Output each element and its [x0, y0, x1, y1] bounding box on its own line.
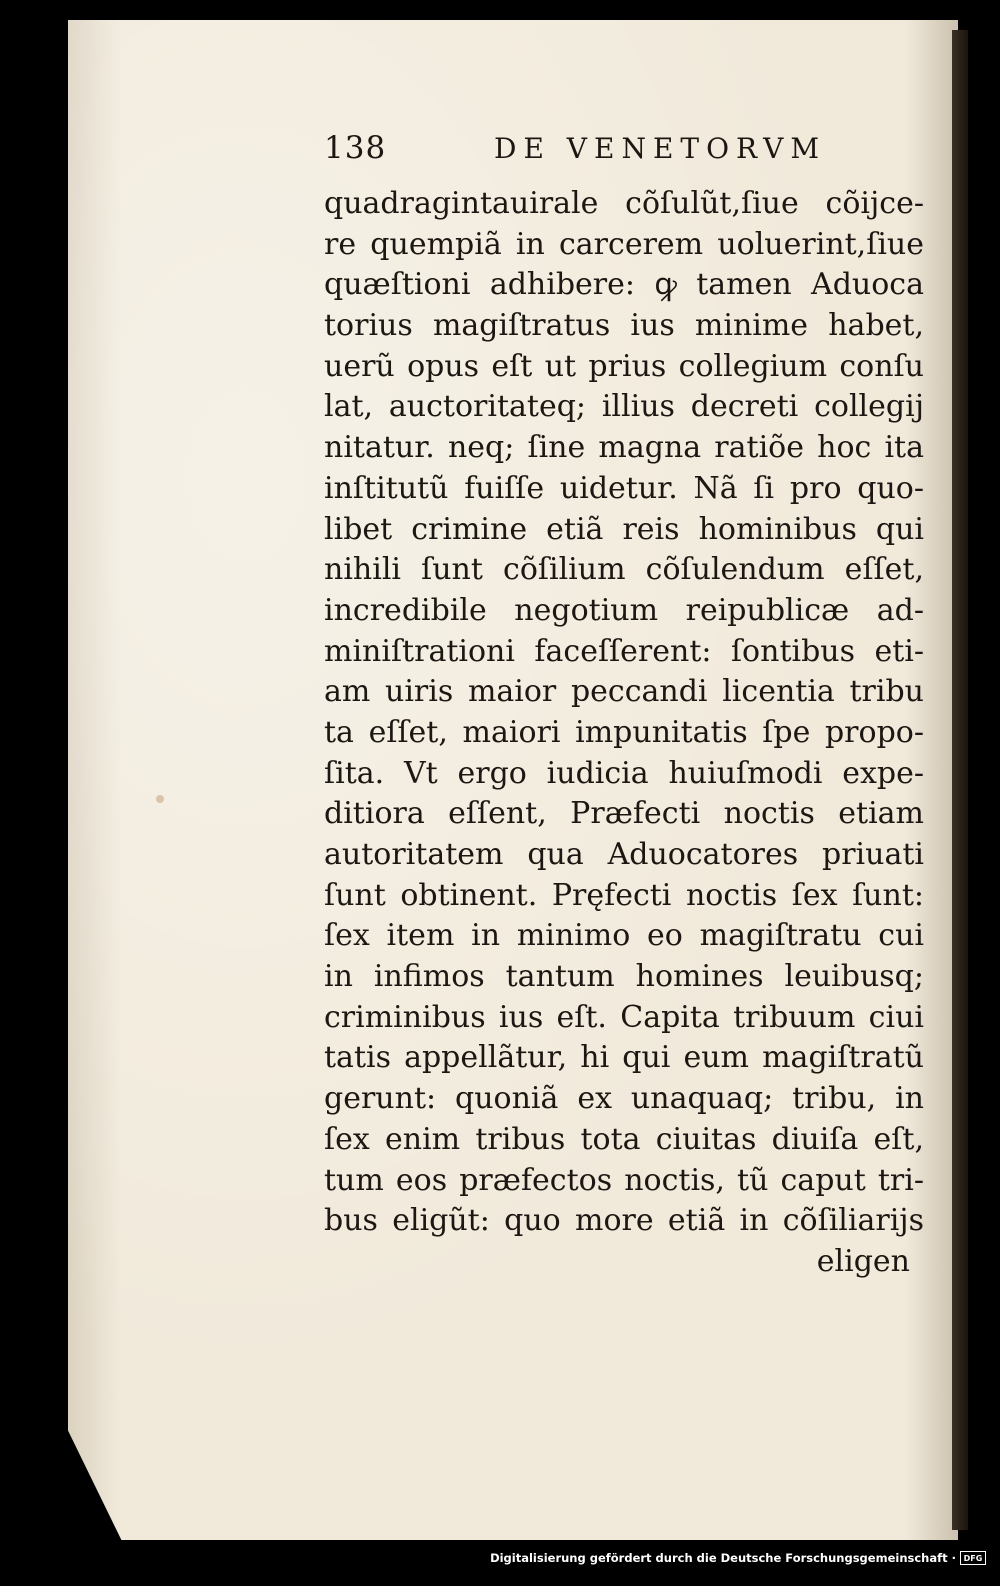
text-line: inſtitutũ fuiſſe uidetur. Nã ſi pro quo-: [324, 470, 924, 506]
running-title: DE VENETORVM: [494, 132, 826, 165]
text-line: re quempiã in carcerem uoluerint,ſiue: [324, 226, 924, 262]
text-line: tatis appellãtur, hi qui eum magiſtratũ: [324, 1040, 924, 1076]
text-line: bus eligũt: quo more etiã in cõſiliarijs: [324, 1203, 924, 1239]
text-line: ſunt obtinent. Pręfecti noctis ſex ſunt:: [324, 877, 924, 913]
text-line: tum eos præfectos noctis, tũ caput tri-: [324, 1162, 924, 1198]
text-line: torius magiſtratus ius minime habet,: [324, 308, 924, 344]
text-line: gerunt: quoniã ex unaquaq; tribu, in: [324, 1081, 924, 1117]
text-line: ſex enim tribus tota ciuitas diuiſa eſt,: [324, 1121, 924, 1157]
text-line: nitatur. neq; ſine magna ratiõe hoc ita: [324, 430, 924, 466]
paper-stain: [156, 795, 164, 803]
text-line: in infimos tantum homines leuibusq;: [324, 959, 924, 995]
text-line: lat, auctoritateq; illius decreti collegij: [324, 389, 924, 425]
text-line: quadragintauirale cõſulũt,ſiue cõijce-: [324, 186, 924, 221]
text-line: nihili ſunt cõſilium cõſulendum eſſet,: [324, 552, 924, 588]
text-line: incredibile negotium reipublicæ ad-: [324, 592, 924, 628]
text-line: autoritatem qua Aduocatores priuati: [324, 837, 924, 872]
text-line: quæſtioni adhibere: ꝙ tamen Aduoca: [324, 267, 924, 303]
running-head: [324, 130, 924, 174]
text-line: ſita. Vt ergo iudicia huiuſmodi expe-: [324, 755, 924, 791]
dfg-logo-icon: DFG: [960, 1551, 986, 1565]
catchword: eligen: [816, 1243, 910, 1279]
text-line: uerũ opus eſt ut prius collegium conſu: [324, 348, 924, 384]
page-edge-shadow: [952, 30, 968, 1530]
text-line: ta eſſet, maiori impunitatis ſpe propo-: [324, 714, 924, 750]
page-number: 138: [324, 130, 387, 166]
text-block: [324, 184, 924, 1283]
text-line: ſex item in minimo eo magiſtratu cui: [324, 918, 924, 954]
text-line: criminibus ius eſt. Capita tribuum ciui: [324, 999, 924, 1035]
digitization-credit: Digitalisierung gefördert durch die Deutsche Forschungsgemeinschaft ·: [490, 1551, 956, 1565]
text-line: ditiora eſſent, Præfecti noctis etiam: [324, 796, 924, 832]
text-line: miniſtrationi faceſſerent: ſontibus eti-: [324, 633, 924, 669]
text-line: libet crimine etiã reis hominibus qui: [324, 511, 924, 547]
text-line: am uiris maior peccandi licentia tribu: [324, 674, 924, 710]
